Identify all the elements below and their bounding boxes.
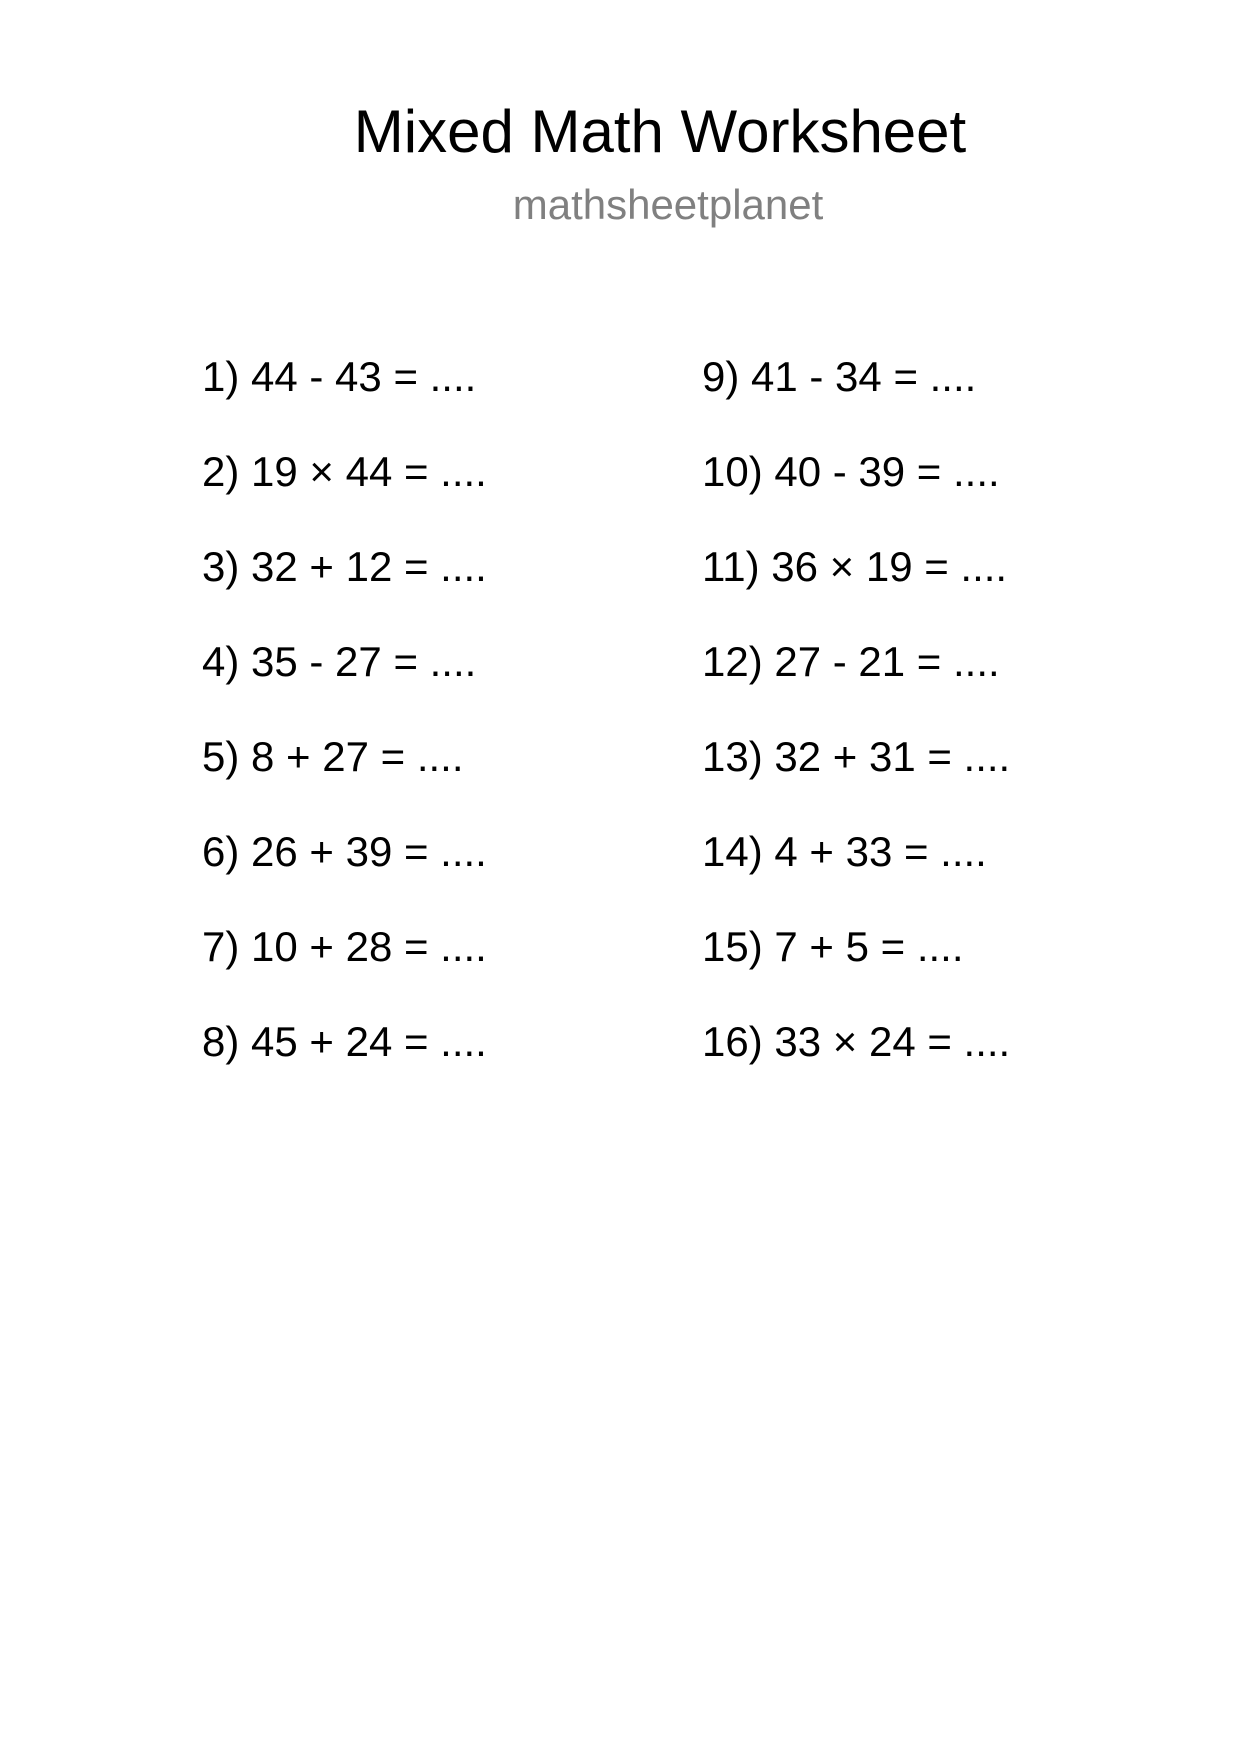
problem-item: 9) 41 - 34 = .... [702,353,977,400]
problem-item: 5) 8 + 27 = .... [202,733,464,780]
problem-item: 12) 27 - 21 = .... [702,638,1000,685]
problem-item: 2) 19 × 44 = .... [202,448,487,495]
worksheet-source: mathsheetplanet [512,181,824,228]
problem-item: 4) 35 - 27 = .... [202,638,477,685]
problem-item: 10) 40 - 39 = .... [702,448,1000,495]
problem-item: 14) 4 + 33 = .... [702,828,987,875]
problem-item: 8) 45 + 24 = .... [202,1018,487,1065]
problem-item: 1) 44 - 43 = .... [202,353,477,400]
problem-item: 13) 32 + 31 = .... [702,733,1011,780]
problems-column-right [702,352,1010,1112]
worksheet-title: Mixed Math Worksheet [353,98,967,165]
problem-item: 15) 7 + 5 = .... [702,923,964,970]
problems-column-left [202,352,487,1112]
problem-item: 11) 36 × 19 = .... [702,543,1008,590]
problem-item: 16) 33 × 24 = .... [702,1018,1011,1065]
problem-item: 7) 10 + 28 = .... [202,923,487,970]
problem-item: 6) 26 + 39 = .... [202,828,487,875]
problem-item: 3) 32 + 12 = .... [202,543,487,590]
